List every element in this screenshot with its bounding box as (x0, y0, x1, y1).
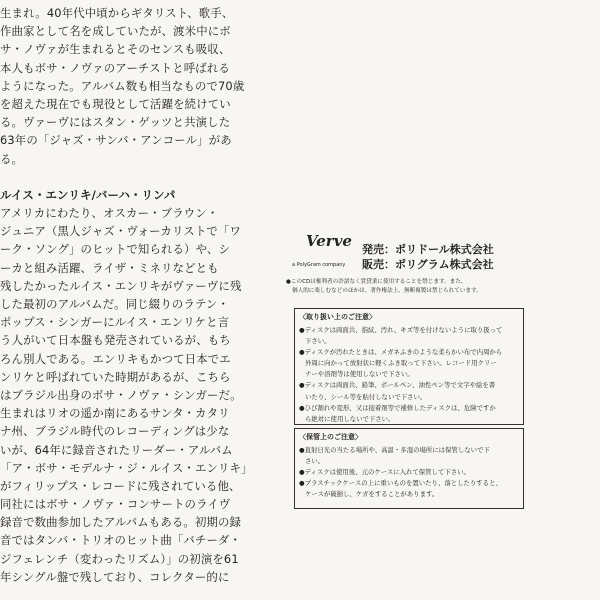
text-line: ジフェレンチ（変わったリズム）」の初演を61 (0, 551, 239, 566)
text-line: 生まれはリオの遥か南にあるサンタ・カタリ (0, 406, 230, 421)
handling-items (299, 325, 502, 425)
text-line: ンリケと呼ばれていた時期があるが、こちら (0, 369, 231, 384)
seller-row: 発売：ポリドール株式会社 (362, 243, 494, 256)
handling-item: いたり、シール等を貼付しないで下さい。 (305, 392, 427, 401)
text-line: ろん別人である。エンリキもかつて日本でエ (0, 351, 231, 366)
paragraph-2 (0, 204, 268, 586)
handling-item: ●ディスクは両面共、指紋、汚れ、キズ等を付けないように取り扱って (299, 326, 503, 334)
text-line: した最初のアルバムだ。同じ綴りのラテン・ (0, 297, 229, 311)
storage-item: ケースが破損し、ケガをすることがあります。 (305, 490, 439, 499)
text-line: いが、64年に録音されたリーダー・アルバム (0, 442, 233, 457)
text-line: う人がいて日本盤も発売されているが、もち (0, 333, 231, 348)
text-line: アメリカにわたり、オスカー・ブラウン・ (0, 206, 219, 221)
storage-item: ●ディスクは使用後、元のケースに入れて保管して下さい。 (299, 468, 470, 477)
paragraph-1 (0, 4, 268, 168)
storage-title: 〈保管上のご注意〉 (299, 433, 362, 441)
text-line: る。 (0, 151, 24, 166)
handling-item: ナーや溶剤等は使用しないで下さい。 (305, 370, 414, 379)
storage-item: ●プラスチックケースの上に重いものを置いたり、落としたりすると、 (299, 479, 502, 488)
handling-item: ●ディスクは両面共、鉛筆、ボールペン、油性ペン等で文字や絵を書 (299, 381, 496, 390)
text-line: がフィリップス・レコードに残されている他、 (0, 478, 241, 493)
handling-item: ら絶対に使用しないで下さい。 (305, 414, 395, 423)
text-line: る。ヴァーヴにはスタン・ゲッツと共演した (0, 115, 231, 130)
handling-item: 下さい。 (305, 337, 331, 346)
storage-items (299, 445, 502, 500)
paragraph-gap (0, 168, 268, 186)
verve-logo-wordmark: Verve (306, 232, 352, 250)
text-line: 録音で数曲参加したアルバムもある。初期の録 (0, 515, 242, 530)
seller-label: 発売 (362, 243, 384, 256)
text-line: 作曲家として名を成していたが、渡米中にボ (0, 24, 231, 39)
handling-item: ●ひび割れや変形、又は接着剤等で補修したディスクは、危険ですか (299, 403, 496, 412)
copyright-notice (286, 278, 526, 296)
text-line: ようになった。アルバム数も相当なもので70歳 (0, 78, 245, 93)
text-line: 残したかったルイス・エンリキがヴァーヴに残 (0, 278, 242, 293)
notice-line: ●このCDは権利者の許諾なく賃貸業に使用することを禁じます。また、 (286, 279, 467, 285)
text-line: ジュニア（黒人ジャズ・ヴォーカリストで「ワ (0, 224, 241, 239)
text-line: ーカと組み活躍、ライザ・ミネリなどとも (0, 260, 219, 275)
text-line: はブラジル出身のボサ・ノヴァ・シンガーだ。 (0, 387, 242, 402)
text-line: 同社にはボサ・ノヴァ・コンサートのライヴ (0, 497, 231, 512)
text-line: 「ア・ボサ・モデルナ・ジ・ルイス・エンリキ」 (0, 460, 253, 475)
text-line: サ・ノヴァが生まれるとそのセンスも吸収、 (0, 42, 231, 57)
polygram-tagline: a PolyGram company (292, 262, 346, 268)
distributor-label: 販売 (362, 258, 384, 271)
storage-item: さい。 (305, 457, 325, 466)
text-line: を超えた現在でも現役として活躍を続けてい (0, 96, 231, 111)
text-line: 音ではタンバ・トリオのヒット曲「バチーダ・ (0, 533, 242, 548)
text-line: 年シングル盤で残しており、コレクター的に (0, 569, 230, 584)
handling-title: 〈取り扱い上のご注意〉 (299, 313, 376, 321)
storage-item: ●直射日光の当たる場所や、高温・多湿の場所には保管しないで下 (299, 446, 490, 454)
notice-line: 個人的に楽しむなどのほかは、著作権法上、無断複製は禁じられています。 (292, 288, 482, 294)
text-line: 生まれ。40年代中頃からギタリスト、歌手、 (0, 6, 234, 20)
seller-value: ポリドール株式会社 (395, 243, 494, 256)
storage-notice-box (294, 428, 524, 509)
verve-logo (290, 232, 360, 276)
handling-notice-box (294, 308, 524, 425)
seller-info (362, 242, 494, 272)
section-heading: ルイス・エンリキ/バーハ・リンパ (0, 187, 176, 202)
liner-notes-column (0, 4, 268, 586)
text-line: 本人もボサ・ノヴァのアーチストと呼ばれる (0, 60, 230, 75)
text-line: ポップス・シンガーにルイス・エンリケと言 (0, 315, 230, 330)
distributor-value: ポリグラム株式会社 (395, 258, 494, 271)
text-line: ーク・ソング」のヒットで知られる）や、シ (0, 242, 231, 257)
handling-item: ●ディスクが汚れたときは、メガネふきのような柔らかい布で内周から (299, 348, 503, 357)
text-line: 63年の「ジャズ・サンバ・アンコール」があ (0, 133, 232, 148)
distributor-row: 販売：ポリグラム株式会社 (362, 258, 494, 271)
handling-item: 外周に向かって放射状に軽くふき取って下さい。レコード用クリー (305, 359, 497, 368)
text-line: ナ州、ブラジル時代のレコーディングは少な (0, 424, 230, 439)
